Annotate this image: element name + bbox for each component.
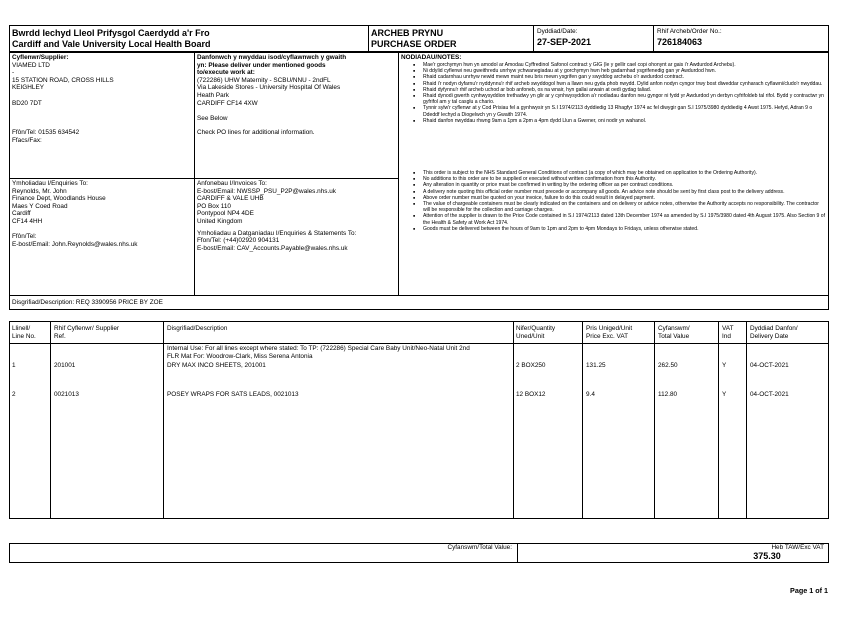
note-english-item: ■ A delivery note quoting this official order number must precede or accompany all goods. An advice note should be sent by first class post to the delivery address. [400,189,826,195]
col-header-desc [167,325,227,333]
enquiries-block [12,180,137,248]
cell-supplier-ref: 0021013 [54,391,79,398]
enquiries-blank [12,226,137,234]
cell-description: DRY MAX INCO SHEETS, 201001 [167,362,266,369]
delivery-city: CARDIFF CF14 4XW [197,99,258,107]
cell-line-no: 1 [12,362,16,369]
note-welsh-item: ■ Rhaid cadarnhau unrhyw newid mewn maint neu bris mewn ysgrifen gan y swyddog archebu o'r awdurdod contract. [400,74,826,80]
col-header-total-2: Total Value [658,332,690,340]
note-english-item: ■ Above order number must be quoted on your invoice, failure to do this could result in delayed payment. [400,195,826,201]
cell-total: 262.50 [658,362,678,369]
total-value: 375.30 [753,551,781,561]
supplier-blank [12,92,114,100]
note-english-item: ■ Goods must be delivered between the hours of 9am to 1pm and 2pm to 4pm Mondays to Fridays, unless otherwise stated. [400,226,826,232]
order-no-value: 726184063 [657,37,703,47]
invoices-town: Pontypool NP4 4DE [197,210,254,218]
internal-use-line: FLR Mat For: Woodrow-Clark, Miss Serena Antonia [167,352,313,360]
doc-title-welsh: ARCHEB PRYNU [371,28,444,38]
invoices-pobox: PO Box 110 [197,202,231,210]
internal-use-line: Internal Use: For all lines except where stated: To TP: (722286) Special Care Baby Unit/Neo-Natal Unit 2nd [167,345,470,352]
invoices-email: E-bost/Email: NWSSP_PSU_P2P@wales.nhs.uk [197,187,336,195]
invoices-country: United Kingdom [197,217,243,225]
delivery-note: Check PO lines for additional information. [197,129,315,137]
supplier-block [12,54,114,144]
cell-delivery-date: 04-OCT-2021 [750,362,789,369]
date-value: 27-SEP-2021 [537,37,592,47]
exc-vat-label: Heb TAW/Exc VAT [771,544,824,551]
statements-email: E-bost/Email: CAV_Accounts.Payable@wales.nhs.uk [197,244,348,252]
table-row [0,391,842,401]
note-english-item: ■ Any alteration in quantity or price must be confirmed in writing by the ordering officer as per contract conditions. [400,182,826,188]
cell-supplier-ref: 201001 [54,362,76,369]
col-header-line-2: Line No. [12,332,36,340]
notes-english [400,170,826,232]
enquiries-name: Reynolds, Mr. John [12,187,67,195]
total-label: Cyfanswm/Total Value: [447,544,512,551]
cell-line-no: 2 [12,391,16,398]
cell-unit-price: 131.25 [586,362,606,369]
page-number: Page 1 of 1 [790,586,828,595]
col-header-price-2: Price Exc. VAT [586,332,629,340]
doc-title-english: PURCHASE ORDER [371,39,457,49]
cell-unit-price: 9.4 [586,391,595,398]
delivery-block [197,54,346,137]
col-header-ref-1: Rhif Cyflenwr/ Supplier [54,325,119,332]
org-name-english: Cardiff and Vale University Local Health Board [12,39,211,49]
col-header-vat [722,325,733,340]
org-name-welsh: Bwrdd Iechyd Lleol Prifysgol Caerdydd a'r Fro [12,28,210,38]
col-header-due [750,325,798,340]
enquiries-road: Maes Y Coed Road [12,202,68,210]
col-header-qty-1: Nifer/Quantity [516,325,556,332]
note-welsh-item: ■ Rhaid danfon nwyddau rhwng 9am a 1pm a 2pm a 4pm dydd Llun a Gwener, oni nodir yn wahanol. [400,118,826,124]
col-header-total-1: Cyfanswm/ [658,325,690,332]
delivery-see-below: See Below [197,114,228,122]
statements-label: Ymholiadau a Datganiadau I/Enquiries & Statements To: [197,229,357,237]
delivery-blank [197,107,346,115]
col-header-ref [54,325,119,340]
col-header-due-1: Dyddiad Danfon/ [750,325,798,332]
notes-label: NODIADAU/NOTES: [401,54,462,61]
enquiries-email: E-bost/Email: John.Reynolds@wales.nhs.uk [12,240,138,248]
note-welsh-item: ■ Tynnir sylw'r cyflenwr at y Cod Prisiau fel a gynhwysir yn S.I 1974/2113 dyddiedig 13 Rhagfyr 1974 ac fel diwygir gan S.I 1975/3980 dyddiedig 4 Awst 1975. Hefyd, Adran 9 o Ddeddf Iechyd a Diogelwch yn y Gwaith 1974. [400,105,826,117]
note-english-item: ■ This order is subject to the NHS Standard General Conditions of contract (a copy of which may be obtained on application to the Ordering Authority). [400,170,826,176]
invoices-org: CARDIFF & VALE UHB [197,195,264,203]
supplier-address: 15 STATION ROAD, CROSS HILLS [12,76,114,84]
cell-description: POSEY WRAPS FOR SATS LEADS, 0021013 [167,391,299,398]
note-welsh-item: ■ Rhaid dyfynnu'r rhif archeb uchod ar bob anfoneb, os na wnair, hyn gallai arwain at oedi gydag taliad. [400,87,826,93]
note-welsh-item: ■ Rhaid dynodi gwerth cynhwysyddion trethadwy yn glir ar y cynhwysyddion a'r nodiadau danfon neu gyngor ni fydd yr Awdurdod yn derbyn cyfrifoldeb tal rifol. Bydd y contractwr yn gyfrifol am y tal casglu a chario. [400,93,826,105]
cell-vat: Y [722,391,727,398]
order-no-label: Rhif Archeb/Order No.: [657,28,722,35]
enquiries-city: Cardiff [12,210,31,218]
invoices-label: Anfonebau I/Invoices To: [197,180,267,187]
col-header-vat-1: VAT [722,325,734,332]
col-header-line [12,325,36,340]
supplier-name: VIAMED LTD [12,61,50,69]
cell-quantity: 2 BOX250 [516,362,546,369]
enquiries-postcode: CF14 4HH [12,217,43,225]
col-header-price-1: Pris Uniged/Unit [586,325,633,332]
cell-vat: Y [722,362,727,369]
col-header-ref-2: Ref. [54,332,66,340]
note-english-item: ■ The value of chargeable containers must be clearly indicated on the containers and on delivery or advice notes, otherwise the Authority accepts no responsibility. The contractor will be responsible for the collection and carriage charges. [400,201,826,213]
note-welsh-item: ■ Mae'r gorchymyn hwn yn amodol ar Amodau Cyffredinol Safonol contract y GIG (le y gellir cael copi ohonynt ar gais i'r Awdurdod Archebu). [400,62,826,68]
supplier-fax: Ffacs/Fax: [12,136,42,144]
col-header-vat-2: Ind [722,332,731,340]
supplier-postcode: BD20 7DT [12,99,42,107]
col-header-due-2: Delivery Date [750,332,789,340]
col-header-desc-1: Disgrifiad/Description [167,325,228,332]
cell-quantity: 12 BOX12 [516,391,546,398]
supplier-label: Cyflenwr/Supplier: [12,54,69,61]
enquiries-phone: Ffôn/Tel: [12,233,37,241]
supplier-phone: Ffôn/Tel: 01535 634542 [12,129,80,137]
supplier-town: KEIGHLEY [12,84,44,92]
col-header-qty-2: Uned/Unit [516,332,545,340]
cell-total: 112.80 [658,391,678,398]
col-header-line-1: Llinell/ [12,325,31,332]
table-row [0,362,842,372]
delivery-label-3: to/execute work at: [197,69,255,77]
note-english-item: ■ Attention of the supplier is drawn to the Price Code contained in S.I 1974/2113 dated 13th December 1974 as amended by S.I 1975/3980 dated 4th August 1975. Also Section 9 of the Health & Safety at Work Act 1974. [400,213,826,225]
delivery-via: Via Lakeside Stores - University Hospital Of Wales [197,84,341,92]
note-welsh-item: ■ Rhaid i'r nodyn dyfarnu'r nyddynnu'r rhif archeb swyddogol hwn a llawn neu gyda phob nwydd. Dylid anfon nodyn cyngor trwy bost diweddar cynharach cyflawni/cludo'r nwyddau. [400,81,826,87]
supplier-line: - [12,69,15,77]
delivery-label-2: yn: Please deliver under mentioned goods [197,61,326,69]
col-header-qty [516,325,555,340]
statements-phone: Ffon/Tel: (+44)02920 904131 [197,237,280,245]
enquiries-label: Ymholiadau I/Enquiries To: [12,180,88,187]
notes-welsh [400,62,826,124]
cell-delivery-date: 04-OCT-2021 [750,391,789,398]
note-welsh-item: ■ Ni ddylid cyflenwi neu gweithredu unrhyw ychwanegiadau at y gorchymyn hwn heb gadarnhad ysgrifenedig gan yr Awdurdod hwn. [400,68,826,74]
internal-use-note [167,345,470,360]
col-header-total [658,325,690,340]
note-english-item: ■ No additions to this order are to be supplied or executed without written confirmation from this Authority. [400,176,826,182]
invoices-block [197,180,356,252]
col-header-price [586,325,632,340]
enquiries-dept: Finance Dept, Woodlands House [12,195,106,203]
delivery-label-1: Danfonwch y nwyddau isod/cyflawnwch y gwaith [197,54,347,61]
delivery-site: Heath Park [197,91,229,99]
delivery-location: (722286) UHW Maternity - SCBU/NNU - 2ndFL [197,76,331,84]
date-label: Dyddiad/Date: [537,28,578,35]
order-description: Disgrifiad/Description: REQ 3390956 PRICE BY ZOE [12,299,163,306]
